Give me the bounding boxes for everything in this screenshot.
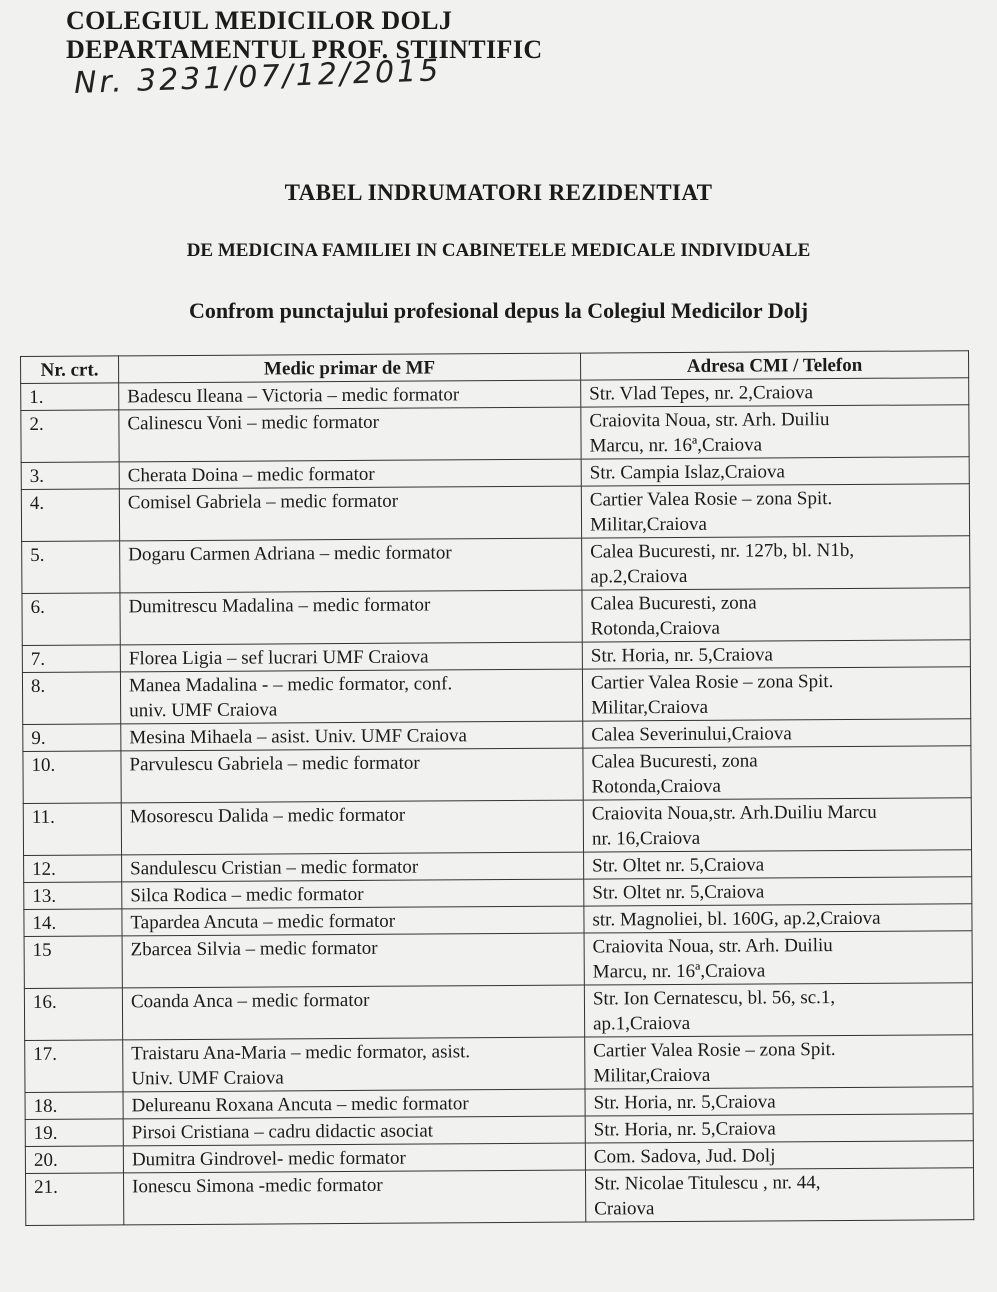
doctor-cell bbox=[122, 933, 584, 988]
doctor-line: Calinescu Voni – medic formator bbox=[127, 411, 380, 435]
address-line: Cartier Valea Rosie – zona Spit. bbox=[589, 488, 833, 511]
row-number: 14. bbox=[24, 909, 122, 937]
address-line: Rotonda,Craiova bbox=[590, 617, 721, 640]
address-line: Craiovita Noua,str. Arh.Duiliu Marcu bbox=[591, 801, 877, 825]
doctor-cell bbox=[122, 985, 584, 1040]
doctor-line: Univ. UMF Craiova bbox=[131, 1067, 284, 1090]
address-line: Str. Oltet nr. 5,Craiova bbox=[592, 854, 765, 877]
institution-name: COLEGIUL MEDICILOR DOLJ bbox=[66, 6, 453, 35]
address-line: Craiovita Noua, str. Arh. Duiliu bbox=[592, 935, 833, 958]
table-row bbox=[21, 405, 969, 463]
address-line: Calea Bucuresti, nr. 127b, bl. N1b, bbox=[590, 539, 855, 563]
address-line: Calea Bucuresti, zona bbox=[591, 750, 758, 773]
doctor-line: Dogaru Carmen Adriana – medic formator bbox=[128, 542, 452, 566]
address-line: Craiovita Noua, str. Arh. Duiliu bbox=[589, 409, 830, 432]
table-row bbox=[23, 746, 971, 804]
address-cell bbox=[584, 877, 972, 906]
doctor-cell bbox=[122, 906, 584, 936]
address-cell bbox=[583, 798, 971, 852]
doctor-line: Dumitra Gindrovel- medic formator bbox=[131, 1147, 406, 1171]
doctor-cell bbox=[120, 590, 582, 645]
doctor-line: Pirsoi Cristiana – cadru didactic asociat bbox=[131, 1120, 434, 1144]
doctor-cell bbox=[120, 538, 582, 593]
address-line: Com. Sadova, Jud. Dolj bbox=[593, 1145, 776, 1168]
institution-header bbox=[66, 6, 543, 64]
doctor-cell bbox=[119, 486, 581, 541]
row-number: 3. bbox=[21, 462, 119, 490]
doctor-line: Mosorescu Dalida – medic formator bbox=[129, 804, 406, 828]
table-body bbox=[21, 378, 974, 1226]
table-row bbox=[24, 983, 972, 1041]
address-cell bbox=[585, 1141, 973, 1170]
address-line: Str. Horia, nr. 5,Craiova bbox=[593, 1091, 776, 1114]
row-number: 8. bbox=[22, 672, 120, 725]
address-cell bbox=[581, 378, 969, 407]
address-line: Craiova bbox=[594, 1198, 655, 1220]
address-line: Str. Nicolae Titulescu , nr. 44, bbox=[594, 1172, 821, 1195]
doctor-cell bbox=[120, 642, 582, 672]
address-line: Calea Bucuresti, zona bbox=[590, 592, 757, 615]
doctor-cell bbox=[123, 1170, 585, 1225]
doctor-cell bbox=[123, 1037, 585, 1092]
doctor-line: Silca Rodica – medic formator bbox=[130, 883, 364, 907]
address-line: Calea Severinului,Craiova bbox=[591, 723, 792, 746]
address-cell bbox=[584, 904, 972, 933]
row-number: 5. bbox=[22, 541, 120, 594]
address-cell bbox=[584, 983, 972, 1037]
doctor-line: Comisel Gabriela – medic formator bbox=[127, 490, 399, 514]
address-cell bbox=[584, 931, 972, 985]
table-row bbox=[22, 667, 970, 725]
row-number: 4. bbox=[21, 489, 119, 542]
row-number: 16. bbox=[24, 988, 122, 1041]
address-line: Marcu, nr. 16ª,Craiova bbox=[589, 434, 763, 457]
row-number: 2. bbox=[21, 410, 119, 463]
table-row bbox=[25, 1168, 973, 1226]
column-header-nr: Nr. crt. bbox=[21, 356, 119, 384]
doctor-cell bbox=[119, 380, 581, 410]
address-line: Rotonda,Craiova bbox=[591, 775, 721, 798]
doctor-line: Zbarcea Silvia – medic formator bbox=[130, 937, 378, 961]
address-line: Marcu, nr. 16ª,Craiova bbox=[592, 960, 766, 983]
row-number: 17. bbox=[25, 1040, 123, 1093]
row-number: 15 bbox=[24, 936, 122, 989]
doctor-line: Traistaru Ana-Maria – medic formator, asist. bbox=[131, 1041, 471, 1065]
address-cell bbox=[585, 1035, 973, 1089]
row-number: 20. bbox=[25, 1146, 123, 1174]
address-cell bbox=[582, 667, 970, 721]
department-name: DEPARTAMENTUL PROF. STIINTIFIC bbox=[66, 35, 543, 64]
address-line: Cartier Valea Rosie – zona Spit. bbox=[590, 671, 834, 694]
doctor-line: Tapardea Ancuta – medic formator bbox=[130, 910, 396, 934]
doctor-cell bbox=[121, 721, 583, 751]
doctor-cell bbox=[119, 459, 581, 489]
column-header-adresa: Adresa CMI / Telefon bbox=[580, 351, 968, 380]
address-line: ap.1,Craiova bbox=[593, 1012, 691, 1035]
doctor-cell bbox=[122, 879, 584, 909]
address-cell bbox=[581, 484, 969, 538]
doctor-line: Badescu Ileana – Victoria – medic formator bbox=[127, 384, 460, 408]
doctor-line: univ. UMF Craiova bbox=[129, 699, 278, 722]
table-row bbox=[21, 484, 969, 542]
doctor-line: Sandulescu Cristian – medic formator bbox=[130, 856, 419, 880]
table-row bbox=[24, 931, 972, 989]
address-cell bbox=[582, 640, 970, 669]
address-line: nr. 16,Craiova bbox=[591, 827, 701, 850]
address-cell bbox=[582, 536, 970, 590]
address-cell bbox=[582, 588, 970, 642]
column-header-medic: Medic primar de MF bbox=[119, 353, 581, 383]
document-subtitle: DE MEDICINA FAMILIEI IN CABINETELE MEDICALE INDIVIDUALE bbox=[186, 240, 811, 261]
address-cell bbox=[583, 746, 971, 800]
address-line: Str. Campia Islaz,Craiova bbox=[589, 461, 786, 484]
row-number: 13. bbox=[24, 882, 122, 910]
row-number: 18. bbox=[25, 1092, 123, 1120]
address-cell bbox=[583, 719, 971, 748]
address-line: Str. Horia, nr. 5,Craiova bbox=[593, 1118, 776, 1141]
doctor-cell bbox=[120, 669, 582, 724]
doctor-cell bbox=[121, 748, 583, 803]
address-cell bbox=[581, 405, 969, 459]
doctor-line: Ionescu Simona -medic formator bbox=[132, 1174, 383, 1198]
doctor-line: Delureanu Roxana Ancuta – medic formator bbox=[131, 1093, 469, 1117]
row-number: 12. bbox=[24, 855, 122, 883]
doctor-cell bbox=[119, 407, 581, 462]
doctor-line: Coanda Anca – medic formator bbox=[130, 989, 370, 1013]
table-row bbox=[25, 1035, 973, 1093]
address-cell bbox=[585, 1168, 973, 1222]
doctor-line: Mesina Mihaela – asist. Univ. UMF Craiova bbox=[129, 725, 467, 749]
address-line: Militar,Craiova bbox=[589, 513, 708, 536]
address-line: Militar,Craiova bbox=[591, 696, 709, 719]
address-line: Str. Ion Cernatescu, bl. 56, sc.1, bbox=[592, 987, 836, 1010]
row-number: 9. bbox=[23, 724, 121, 752]
table-row bbox=[22, 536, 970, 594]
table-row bbox=[22, 588, 970, 646]
row-number: 6. bbox=[22, 593, 120, 646]
row-number: 11. bbox=[23, 803, 121, 856]
doctor-line: Dumitrescu Madalina – medic formator bbox=[128, 594, 431, 618]
row-number: 10. bbox=[23, 751, 121, 804]
doctor-cell bbox=[123, 1116, 585, 1146]
address-line: ap.2,Craiova bbox=[590, 565, 688, 588]
table-row bbox=[23, 798, 971, 856]
handwritten-registration-number: Nr. 3231/07/12/2015 bbox=[73, 53, 442, 101]
address-cell bbox=[581, 457, 969, 486]
address-line: Str. Vlad Tepes, nr. 2,Craiova bbox=[589, 382, 814, 405]
address-line: Cartier Valea Rosie – zona Spit. bbox=[593, 1039, 836, 1062]
doctor-cell bbox=[123, 1143, 585, 1173]
address-line: str. Magnoliei, bl. 160G, ap.2,Craiova bbox=[592, 907, 881, 931]
row-number: 7. bbox=[22, 645, 120, 673]
doctor-line: Cherata Doina – medic formator bbox=[127, 463, 375, 487]
document-note: Confrom punctajului profesional depus la Colegiul Medicilor Dolj bbox=[188, 298, 809, 323]
address-cell bbox=[585, 1087, 973, 1116]
doctor-cell bbox=[122, 852, 584, 882]
row-number: 19. bbox=[25, 1119, 123, 1147]
doctor-line: Florea Ligia – sef lucrari UMF Craiova bbox=[128, 646, 429, 670]
row-number: 21. bbox=[25, 1173, 123, 1226]
doctor-line: Parvulescu Gabriela – medic formator bbox=[129, 752, 420, 776]
address-line: Militar,Craiova bbox=[593, 1064, 711, 1087]
doctor-cell bbox=[123, 1089, 585, 1119]
row-number: 1. bbox=[21, 383, 119, 411]
doctor-line: Manea Madalina - – medic formator, conf. bbox=[128, 673, 453, 697]
address-line: Str. Horia, nr. 5,Craiova bbox=[590, 644, 773, 667]
address-cell bbox=[585, 1114, 973, 1143]
address-cell bbox=[584, 850, 972, 879]
address-line: Str. Oltet nr. 5,Craiova bbox=[592, 881, 765, 904]
doctor-cell bbox=[121, 800, 583, 855]
tutors-table bbox=[20, 350, 974, 1226]
document-title: TABEL INDRUMATORI REZIDENTIAT bbox=[284, 180, 713, 205]
